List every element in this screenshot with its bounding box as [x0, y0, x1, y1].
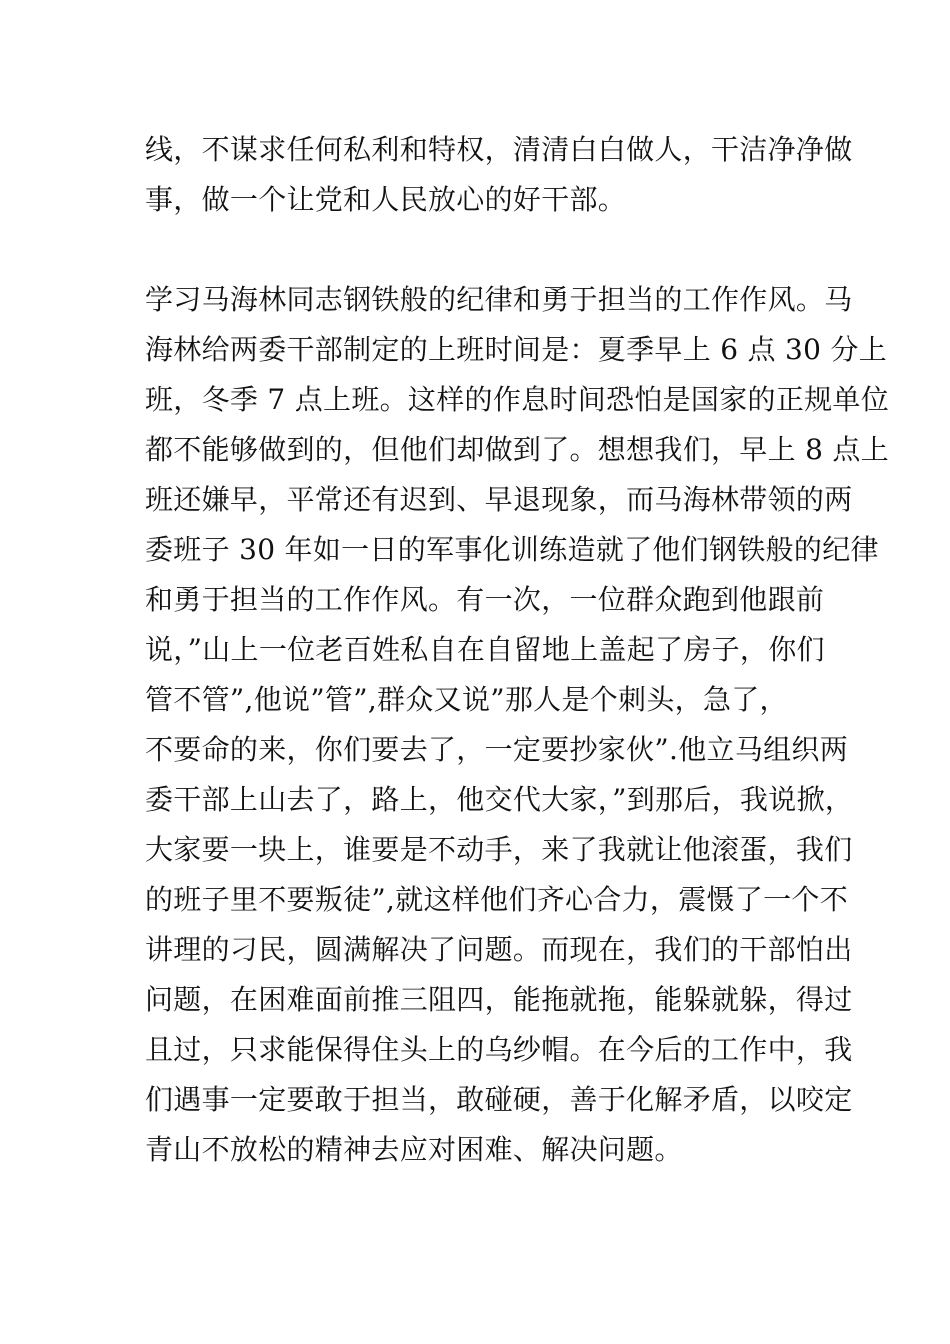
paragraph-line: 讲理的刁民，圆满解决了问题。而现在，我们的干部怕出	[145, 933, 853, 966]
paragraph-line: 的班子里不要叛徒”,就这样他们齐心合力，震慑了一个不	[145, 883, 849, 916]
paragraph-line: 说，”山上一位老百姓私自在自留地上盖起了房子，你们	[145, 633, 825, 666]
paragraph-line: 和勇于担当的工作作风。有一次，一位群众跑到他跟前	[145, 583, 825, 616]
paragraph-line: 事，做一个让党和人民放心的好干部。	[145, 183, 627, 216]
paragraph-line: 班还嫌早，平常还有迟到、早退现象，而马海林带领的两	[145, 483, 853, 516]
paragraph-line: 问题，在困难面前推三阻四，能拖就拖，能躲就躲，得过	[145, 983, 853, 1016]
paragraph-line: 不要命的来，你们要去了，一定要抄家伙”.他立马组织两	[145, 733, 849, 766]
paragraph-line: 大家要一块上，谁要是不动手，来了我就让他滚蛋，我们	[145, 833, 853, 866]
paragraph-line: 且过，只求能保得住头上的乌纱帽。在今后的工作中，我	[145, 1033, 853, 1066]
paragraph-line: 线，不谋求任何私利和特权，清清白白做人，干洁净净做	[145, 133, 853, 166]
paragraph-line: 委干部上山去了，路上，他交代大家，”到那后，我说掀，	[145, 783, 854, 816]
paragraph-line: 青山不放松的精神去应对困难、解决问题。	[145, 1133, 683, 1166]
paragraph-line: 管不管”,他说”管”,群众又说”那人是个刺头，急了，	[145, 683, 788, 716]
paragraph-line: 委班子 30 年如一日的军事化训练造就了他们钢铁般的纪律	[145, 533, 879, 566]
paragraph-line: 们遇事一定要敢于担当，敢碰硬，善于化解矛盾，以咬定	[145, 1083, 853, 1116]
paragraph-line: 班，冬季 7 点上班。这样的作息时间恐怕是国家的正规单位	[145, 383, 890, 416]
paragraph-line: 都不能够做到的，但他们却做到了。想想我们，早上 8 点上	[145, 433, 890, 466]
paragraph-line: 海林给两委干部制定的上班时间是：夏季早上 6 点 30 分上	[145, 333, 888, 366]
paragraph-line: 学习马海林同志钢铁般的纪律和勇于担当的工作作风。马	[145, 283, 853, 316]
